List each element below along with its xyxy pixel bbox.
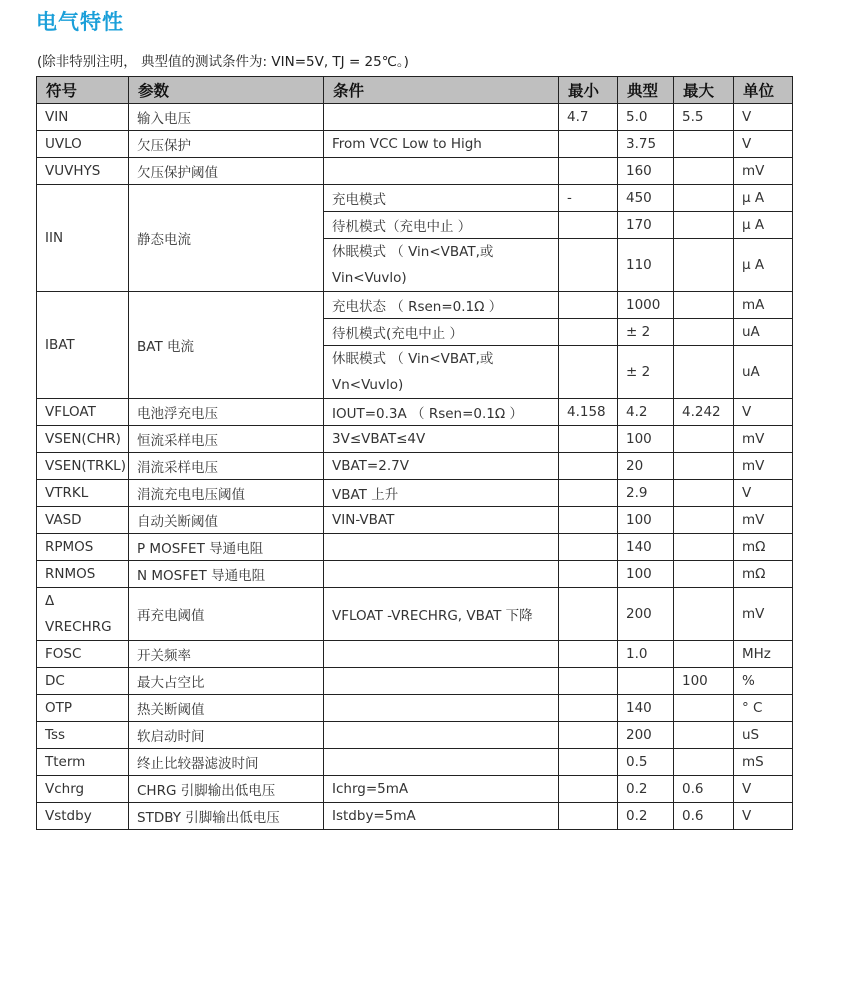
cell-min xyxy=(559,158,618,185)
header-unit: 单位 xyxy=(734,77,793,104)
cell-parameter: 欠压保护 xyxy=(129,131,324,158)
cell-unit: μ A xyxy=(734,239,793,292)
cell-typ: 200 xyxy=(618,588,674,641)
cell-symbol: VFLOAT xyxy=(37,399,129,426)
cell-symbol: VUVHYS xyxy=(37,158,129,185)
cell-condition: VIN-VBAT xyxy=(324,507,559,534)
cell-parameter: 涓流充电电压阈值 xyxy=(129,480,324,507)
cell-unit: V xyxy=(734,104,793,131)
cell-typ: 140 xyxy=(618,695,674,722)
cell-min xyxy=(559,480,618,507)
cell-unit: mA xyxy=(734,292,793,319)
cell-max xyxy=(674,239,734,292)
cell-typ: ± 2 xyxy=(618,319,674,346)
cell-max xyxy=(674,749,734,776)
cell-unit: mΩ xyxy=(734,561,793,588)
cell-min xyxy=(559,426,618,453)
cell-min xyxy=(559,534,618,561)
cell-parameter: 涓流采样电压 xyxy=(129,453,324,480)
cell-min xyxy=(559,292,618,319)
table-row xyxy=(37,426,793,453)
cell-max xyxy=(674,722,734,749)
cell-max: 0.6 xyxy=(674,803,734,830)
cell-symbol: Δ VRECHRG xyxy=(37,588,129,641)
cell-unit: mV xyxy=(734,453,793,480)
table-row xyxy=(37,292,793,319)
table-row xyxy=(37,695,793,722)
cell-symbol: OTP xyxy=(37,695,129,722)
table-row xyxy=(37,668,793,695)
cell-condition: 待机模式(充电中止 ） xyxy=(324,319,559,346)
cell-parameter: 最大占空比 xyxy=(129,668,324,695)
table-row xyxy=(37,641,793,668)
cell-min: - xyxy=(559,185,618,212)
cell-condition: Istdby=5mA xyxy=(324,803,559,830)
cell-condition xyxy=(324,561,559,588)
cell-max xyxy=(674,319,734,346)
cell-condition: 待机模式（充电中止 ） xyxy=(324,212,559,239)
cell-min xyxy=(559,131,618,158)
cell-parameter: 终止比较器滤波时间 xyxy=(129,749,324,776)
cell-max xyxy=(674,534,734,561)
cell-parameter: 恒流采样电压 xyxy=(129,426,324,453)
cell-min xyxy=(559,695,618,722)
cell-symbol: RPMOS xyxy=(37,534,129,561)
cell-min xyxy=(559,561,618,588)
cell-unit: μ A xyxy=(734,212,793,239)
cell-min xyxy=(559,453,618,480)
header-min: 最小 xyxy=(559,77,618,104)
cell-condition: IOUT=0.3A （ Rsen=0.1Ω ） xyxy=(324,399,559,426)
cell-max xyxy=(674,507,734,534)
cell-unit: V xyxy=(734,480,793,507)
cell-min: 4.158 xyxy=(559,399,618,426)
cell-max xyxy=(674,588,734,641)
table-row xyxy=(37,749,793,776)
cell-condition xyxy=(324,104,559,131)
table-row xyxy=(37,185,793,212)
cell-unit: mV xyxy=(734,588,793,641)
cell-symbol: Vstdby xyxy=(37,803,129,830)
cell-typ: 140 xyxy=(618,534,674,561)
table-row xyxy=(37,453,793,480)
electrical-characteristics-table xyxy=(36,76,793,830)
cell-min xyxy=(559,507,618,534)
cell-typ: 100 xyxy=(618,507,674,534)
table-row xyxy=(37,158,793,185)
cell-symbol: VSEN(TRKL) xyxy=(37,453,129,480)
cell-unit: uS xyxy=(734,722,793,749)
cell-condition xyxy=(324,534,559,561)
header-max: 最大 xyxy=(674,77,734,104)
cell-condition: 充电模式 xyxy=(324,185,559,212)
cell-typ: 100 xyxy=(618,561,674,588)
cell-max xyxy=(674,426,734,453)
header-parameter: 参数 xyxy=(129,77,324,104)
cell-symbol: IIN xyxy=(37,185,129,292)
table-row xyxy=(37,561,793,588)
cell-parameter: 开关频率 xyxy=(129,641,324,668)
cell-parameter: BAT 电流 xyxy=(129,292,324,399)
cell-condition: Ichrg=5mA xyxy=(324,776,559,803)
cell-typ: 450 xyxy=(618,185,674,212)
cell-typ: 110 xyxy=(618,239,674,292)
cell-unit: V xyxy=(734,803,793,830)
cell-min xyxy=(559,239,618,292)
cell-symbol: FOSC xyxy=(37,641,129,668)
cell-condition: 充电状态 （ Rsen=0.1Ω ） xyxy=(324,292,559,319)
table-row xyxy=(37,722,793,749)
cell-typ: ± 2 xyxy=(618,346,674,399)
cell-max: 100 xyxy=(674,668,734,695)
cell-max xyxy=(674,641,734,668)
cell-parameter: 输入电压 xyxy=(129,104,324,131)
cell-unit: mV xyxy=(734,426,793,453)
table-row xyxy=(37,104,793,131)
cell-unit: μ A xyxy=(734,185,793,212)
section-title: 电气特性 xyxy=(36,10,124,34)
cell-typ: 200 xyxy=(618,722,674,749)
cell-condition: 3V≤VBAT≤4V xyxy=(324,426,559,453)
cell-typ: 1.0 xyxy=(618,641,674,668)
cell-min xyxy=(559,776,618,803)
cell-min: 4.7 xyxy=(559,104,618,131)
cell-typ: 160 xyxy=(618,158,674,185)
table-row xyxy=(37,588,793,641)
cell-condition xyxy=(324,722,559,749)
cell-condition: From VCC Low to High xyxy=(324,131,559,158)
cell-symbol: Tterm xyxy=(37,749,129,776)
cell-parameter: STDBY 引脚输出低电压 xyxy=(129,803,324,830)
cell-min xyxy=(559,641,618,668)
cell-typ: 170 xyxy=(618,212,674,239)
cell-max xyxy=(674,292,734,319)
cell-max: 5.5 xyxy=(674,104,734,131)
cell-typ: 0.5 xyxy=(618,749,674,776)
cell-min xyxy=(559,212,618,239)
cell-condition: 休眠模式 （ Vin<VBAT,或 Vn<Vuvlo) xyxy=(324,346,559,399)
cell-condition: VBAT=2.7V xyxy=(324,453,559,480)
cell-parameter: P MOSFET 导通电阻 xyxy=(129,534,324,561)
cell-symbol: VASD xyxy=(37,507,129,534)
cell-condition: VFLOAT -VRECHRG, VBAT 下降 xyxy=(324,588,559,641)
cell-typ: 3.75 xyxy=(618,131,674,158)
cell-min xyxy=(559,803,618,830)
cell-min xyxy=(559,722,618,749)
cell-max xyxy=(674,158,734,185)
cell-min xyxy=(559,319,618,346)
table-row xyxy=(37,803,793,830)
cell-symbol: VIN xyxy=(37,104,129,131)
cell-max xyxy=(674,480,734,507)
cell-min xyxy=(559,668,618,695)
header-symbol: 符号 xyxy=(37,77,129,104)
cell-parameter: 再充电阈值 xyxy=(129,588,324,641)
cell-condition: 休眠模式 （ Vin<VBAT,或 Vin<Vuvlo) xyxy=(324,239,559,292)
cell-condition xyxy=(324,641,559,668)
cell-condition xyxy=(324,749,559,776)
cell-min xyxy=(559,346,618,399)
cell-max xyxy=(674,561,734,588)
cell-unit: mΩ xyxy=(734,534,793,561)
table-header-row xyxy=(37,77,793,104)
cell-unit: ° C xyxy=(734,695,793,722)
cell-typ: 5.0 xyxy=(618,104,674,131)
cell-unit: V xyxy=(734,131,793,158)
cell-unit: uA xyxy=(734,319,793,346)
table-row xyxy=(37,131,793,158)
cell-symbol: VSEN(CHR) xyxy=(37,426,129,453)
table-row xyxy=(37,399,793,426)
cell-unit: mV xyxy=(734,507,793,534)
header-condition: 条件 xyxy=(324,77,559,104)
cell-unit: MHz xyxy=(734,641,793,668)
cell-parameter: CHRG 引脚输出低电压 xyxy=(129,776,324,803)
cell-max: 4.242 xyxy=(674,399,734,426)
cell-typ xyxy=(618,668,674,695)
cell-typ: 0.2 xyxy=(618,803,674,830)
cell-symbol: RNMOS xyxy=(37,561,129,588)
cell-unit: uA xyxy=(734,346,793,399)
cell-symbol: UVLO xyxy=(37,131,129,158)
header-typ: 典型 xyxy=(618,77,674,104)
cell-min xyxy=(559,749,618,776)
cell-typ: 4.2 xyxy=(618,399,674,426)
table-row xyxy=(37,534,793,561)
table-row xyxy=(37,480,793,507)
cell-unit: mV xyxy=(734,158,793,185)
cell-typ: 1000 xyxy=(618,292,674,319)
cell-symbol: VTRKL xyxy=(37,480,129,507)
cell-parameter: N MOSFET 导通电阻 xyxy=(129,561,324,588)
cell-parameter: 自动关断阈值 xyxy=(129,507,324,534)
cell-typ: 0.2 xyxy=(618,776,674,803)
cell-parameter: 软启动时间 xyxy=(129,722,324,749)
cell-max xyxy=(674,695,734,722)
cell-condition: VBAT 上升 xyxy=(324,480,559,507)
cell-max xyxy=(674,346,734,399)
cell-condition xyxy=(324,668,559,695)
cell-max xyxy=(674,185,734,212)
cell-typ: 2.9 xyxy=(618,480,674,507)
cell-parameter: 欠压保护阈值 xyxy=(129,158,324,185)
cell-symbol: Vchrg xyxy=(37,776,129,803)
cell-condition xyxy=(324,695,559,722)
table-row xyxy=(37,507,793,534)
cell-max: 0.6 xyxy=(674,776,734,803)
table-row xyxy=(37,776,793,803)
cell-unit: V xyxy=(734,776,793,803)
cell-unit: V xyxy=(734,399,793,426)
cell-parameter: 热关断阈值 xyxy=(129,695,324,722)
cell-parameter: 电池浮充电压 xyxy=(129,399,324,426)
cell-max xyxy=(674,131,734,158)
cell-max xyxy=(674,212,734,239)
cell-symbol: IBAT xyxy=(37,292,129,399)
cell-max xyxy=(674,453,734,480)
cell-symbol: DC xyxy=(37,668,129,695)
cell-unit: % xyxy=(734,668,793,695)
cell-unit: mS xyxy=(734,749,793,776)
cell-typ: 20 xyxy=(618,453,674,480)
test-condition-note: (除非特别注明， 典型值的测试条件为: VIN=5V, TJ = 25℃。) xyxy=(37,54,409,70)
cell-condition xyxy=(324,158,559,185)
cell-typ: 100 xyxy=(618,426,674,453)
cell-symbol: Tss xyxy=(37,722,129,749)
cell-parameter: 静态电流 xyxy=(129,185,324,292)
cell-min xyxy=(559,588,618,641)
